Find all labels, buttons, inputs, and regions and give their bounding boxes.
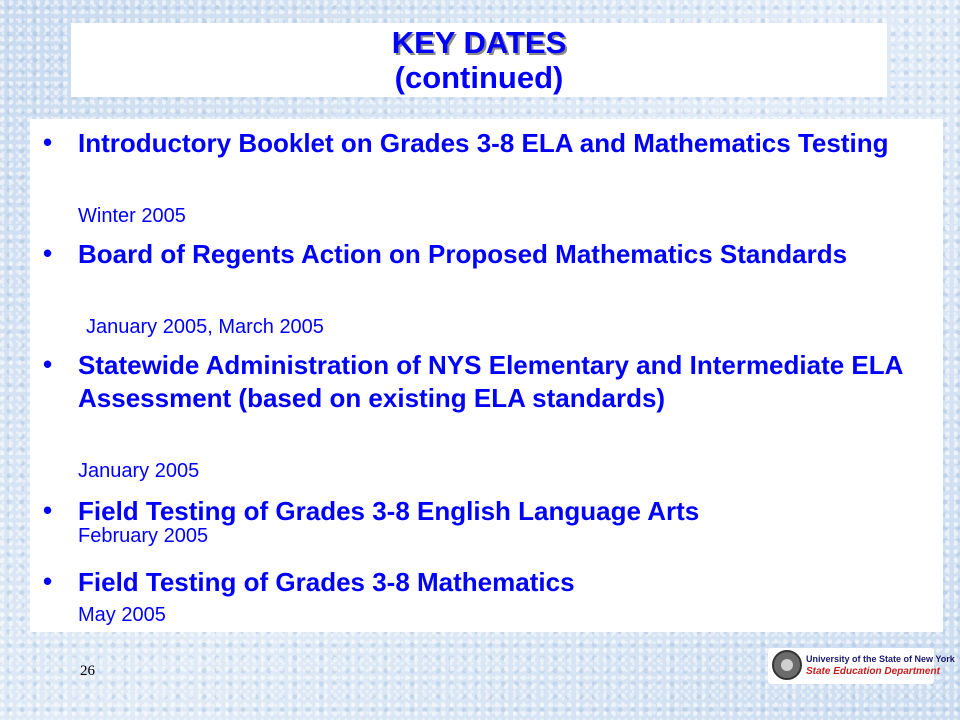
- key-date-item-date: February 2005: [78, 525, 209, 547]
- key-date-item-title: Statewide Administration of NYS Elementary and Intermediate ELA Assessment (based on existing ELA standards): [78, 350, 903, 413]
- key-date-item-title: Board of Regents Action on Proposed Mathematics Standards: [78, 239, 848, 269]
- content-panel: [30, 119, 943, 632]
- bullet-marker: •: [43, 495, 53, 525]
- key-date-item-title: Field Testing of Grades 3-8 English Language Arts: [78, 496, 700, 526]
- key-date-item-date: January 2005: [78, 460, 200, 482]
- slide-title-box: [71, 23, 887, 97]
- slide-title: KEY DATES: [391, 25, 567, 60]
- key-date-item-title: Introductory Booklet on Grades 3-8 ELA and Mathematics Testing: [78, 128, 889, 158]
- key-date-item-date: May 2005: [78, 604, 166, 626]
- logo-text-university: University of the State of New York: [806, 654, 955, 664]
- bullet-marker: •: [43, 238, 53, 268]
- logo-text-department: State Education Department: [806, 666, 940, 677]
- key-date-item-title: Field Testing of Grades 3-8 Mathematics: [78, 567, 575, 597]
- nysed-logo: [768, 648, 955, 684]
- key-date-item-date: Winter 2005: [78, 205, 186, 227]
- bullet-marker: •: [43, 566, 53, 596]
- bullet-marker: •: [43, 349, 53, 379]
- state-seal-icon: [772, 650, 802, 680]
- bullet-marker: •: [43, 127, 53, 157]
- slide-subtitle: (continued): [394, 60, 564, 95]
- key-date-item-date: January 2005, March 2005: [86, 316, 324, 338]
- slide-number: 26: [80, 663, 95, 679]
